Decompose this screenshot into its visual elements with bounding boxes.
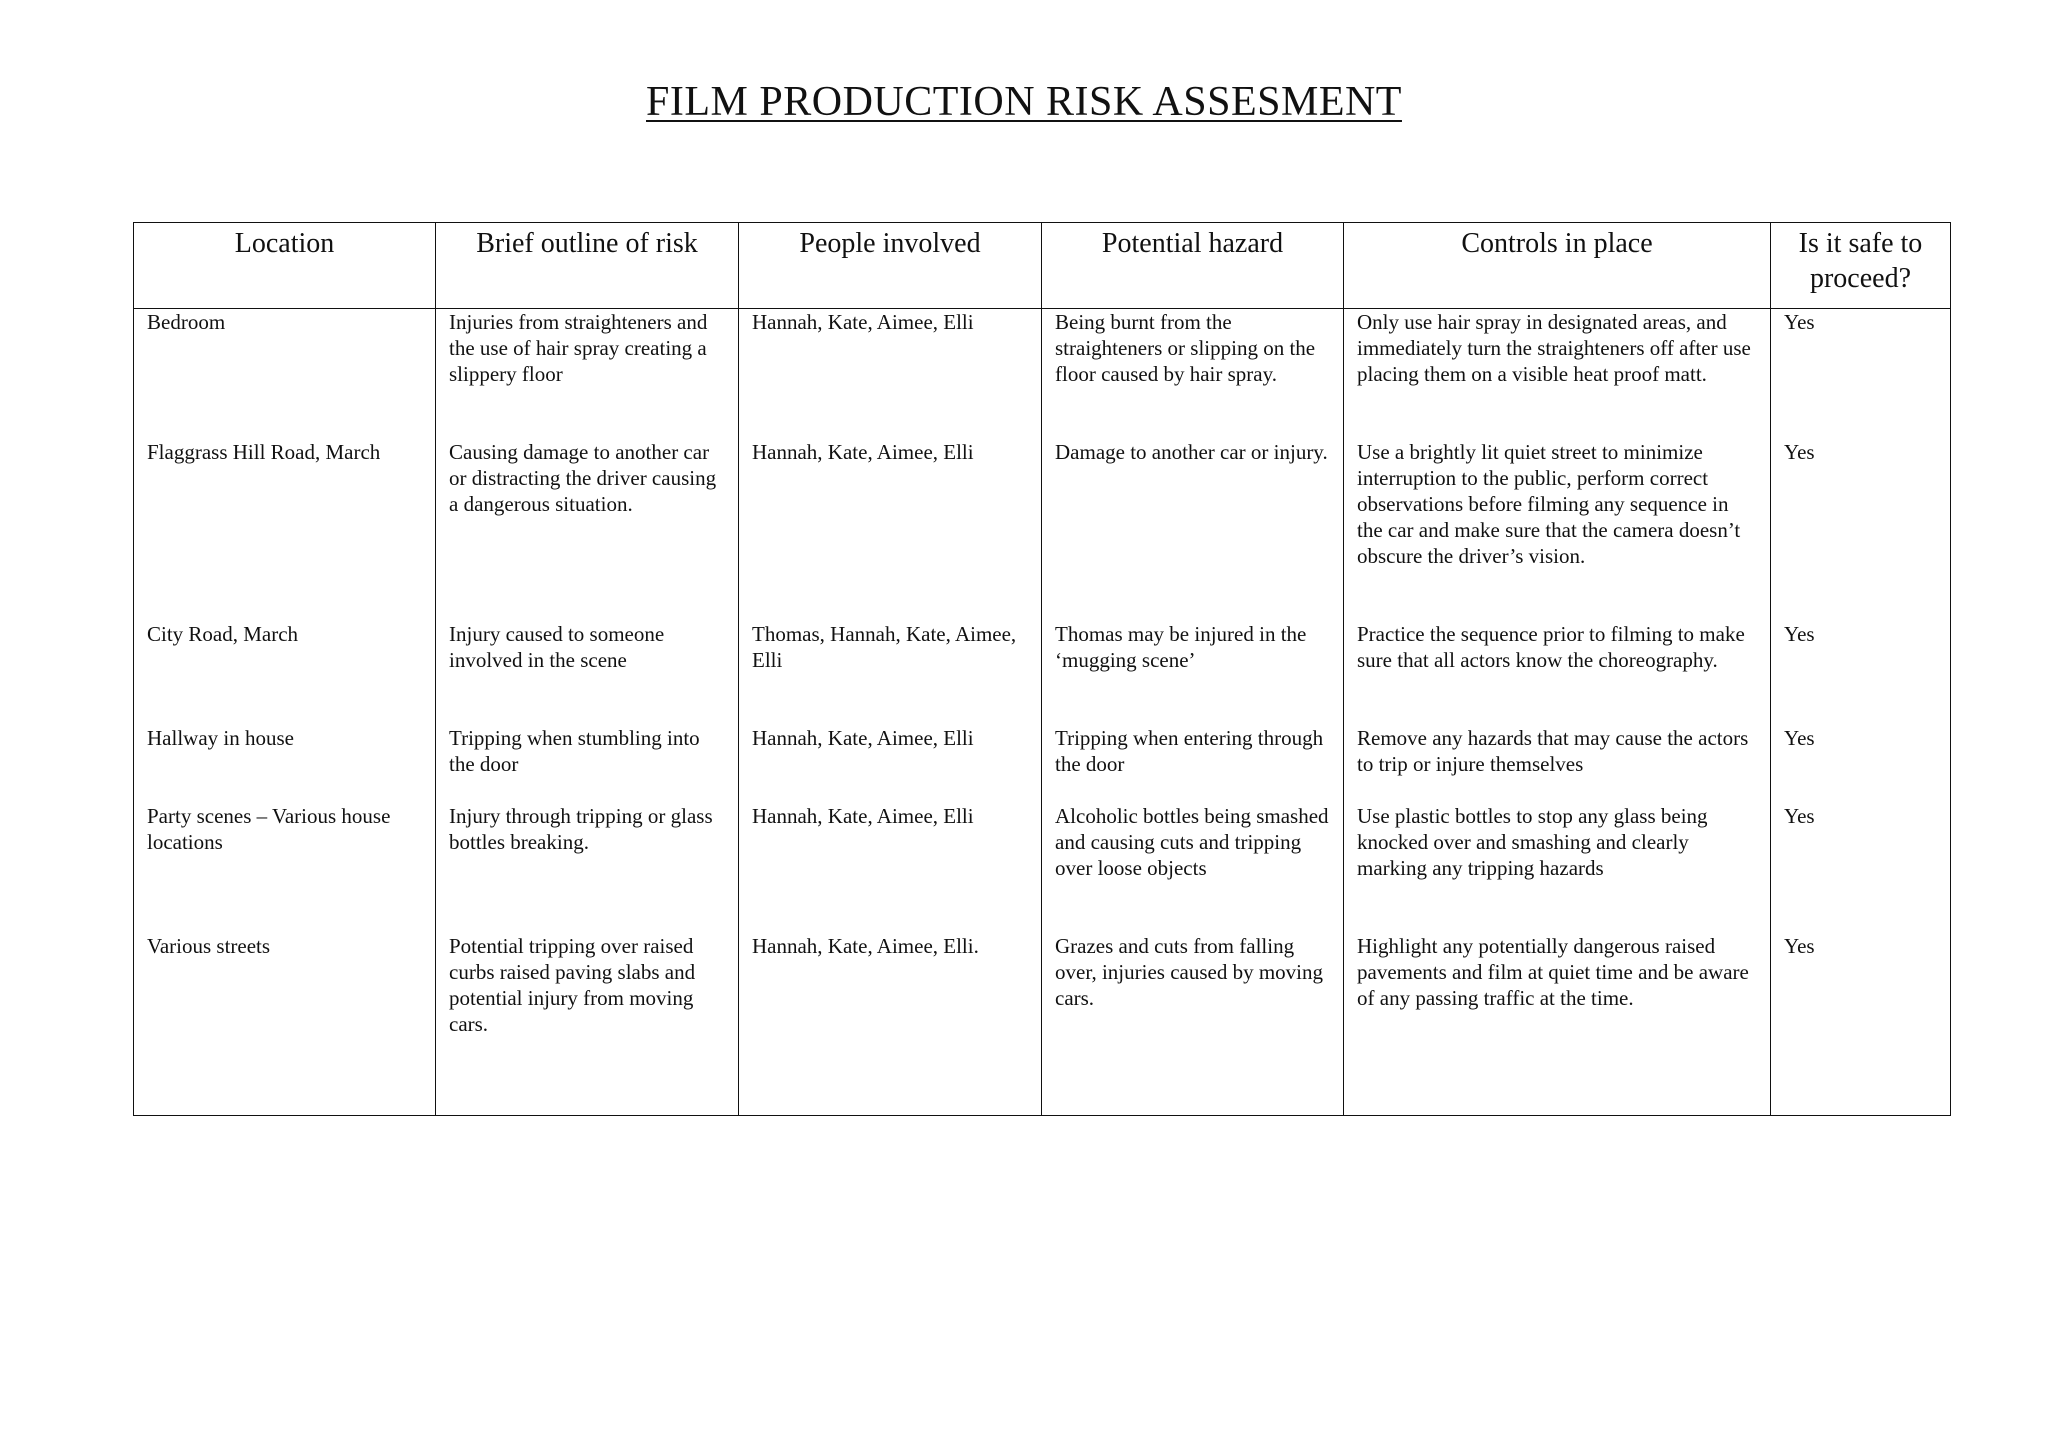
cell-controls: Use a brightly lit quiet street to minimize interruption to the public, perform correct observations before filming any sequence in the car and make sure that the camera doesn’t obscure the driver’s vision. xyxy=(1344,439,1771,621)
cell-safe: Yes xyxy=(1771,725,1951,803)
cell-hazard: Being burnt from the straighteners or slipping on the floor caused by hair spray. xyxy=(1042,309,1344,440)
table-row xyxy=(134,933,1951,1116)
cell-safe: Yes xyxy=(1771,933,1951,1116)
cell-risk: Injury through tripping or glass bottles breaking. xyxy=(436,803,739,933)
cell-hazard: Alcoholic bottles being smashed and causing cuts and tripping over loose objects xyxy=(1042,803,1344,933)
header-location: Location xyxy=(134,223,436,309)
cell-location: Party scenes – Various house locations xyxy=(134,803,436,933)
header-people-involved: People involved xyxy=(739,223,1042,309)
cell-risk: Potential tripping over raised curbs raised paving slabs and potential injury from moving cars. xyxy=(436,933,739,1116)
table-body xyxy=(134,309,1951,1116)
cell-location: Various streets xyxy=(134,933,436,1116)
cell-location: City Road, March xyxy=(134,621,436,725)
cell-hazard: Damage to another car or injury. xyxy=(1042,439,1344,621)
cell-risk: Tripping when stumbling into the door xyxy=(436,725,739,803)
cell-controls: Remove any hazards that may cause the actors to trip or injure themselves xyxy=(1344,725,1771,803)
cell-safe: Yes xyxy=(1771,803,1951,933)
cell-people: Thomas, Hannah, Kate, Aimee, Elli xyxy=(739,621,1042,725)
cell-hazard: Thomas may be injured in the ‘mugging scene’ xyxy=(1042,621,1344,725)
cell-location: Hallway in house xyxy=(134,725,436,803)
cell-people: Hannah, Kate, Aimee, Elli xyxy=(739,439,1042,621)
cell-controls: Only use hair spray in designated areas, and immediately turn the straighteners off after use placing them on a visible heat proof matt. xyxy=(1344,309,1771,440)
cell-risk: Injuries from straighteners and the use of hair spray creating a slippery floor xyxy=(436,309,739,440)
table-row xyxy=(134,803,1951,933)
cell-location: Bedroom xyxy=(134,309,436,440)
cell-people: Hannah, Kate, Aimee, Elli xyxy=(739,309,1042,440)
header-controls-in-place: Controls in place xyxy=(1344,223,1771,309)
cell-controls: Highlight any potentially dangerous raised pavements and film at quiet time and be aware of any passing traffic at the time. xyxy=(1344,933,1771,1116)
cell-location: Flaggrass Hill Road, March xyxy=(134,439,436,621)
cell-safe: Yes xyxy=(1771,621,1951,725)
cell-hazard: Tripping when entering through the door xyxy=(1042,725,1344,803)
table-row xyxy=(134,439,1951,621)
header-risk-outline: Brief outline of risk xyxy=(436,223,739,309)
cell-hazard: Grazes and cuts from falling over, injuries caused by moving cars. xyxy=(1042,933,1344,1116)
table-row xyxy=(134,725,1951,803)
cell-controls: Practice the sequence prior to filming to make sure that all actors know the choreography. xyxy=(1344,621,1771,725)
header-row xyxy=(134,223,1951,309)
cell-risk: Injury caused to someone involved in the scene xyxy=(436,621,739,725)
table-row xyxy=(134,621,1951,725)
cell-people: Hannah, Kate, Aimee, Elli xyxy=(739,803,1042,933)
cell-people: Hannah, Kate, Aimee, Elli. xyxy=(739,933,1042,1116)
cell-safe: Yes xyxy=(1771,309,1951,440)
header-safe-to-proceed: Is it safe to proceed? xyxy=(1771,223,1951,309)
risk-assessment-table xyxy=(133,222,1951,1116)
table-row xyxy=(134,309,1951,440)
cell-safe: Yes xyxy=(1771,439,1951,621)
document-title: FILM PRODUCTION RISK ASSESMENT xyxy=(646,79,1402,125)
cell-people: Hannah, Kate, Aimee, Elli xyxy=(739,725,1042,803)
header-potential-hazard: Potential hazard xyxy=(1042,223,1344,309)
table-header xyxy=(134,223,1951,309)
cell-controls: Use plastic bottles to stop any glass being knocked over and smashing and clearly marking any tripping hazards xyxy=(1344,803,1771,933)
cell-risk: Causing damage to another car or distracting the driver causing a dangerous situation. xyxy=(436,439,739,621)
